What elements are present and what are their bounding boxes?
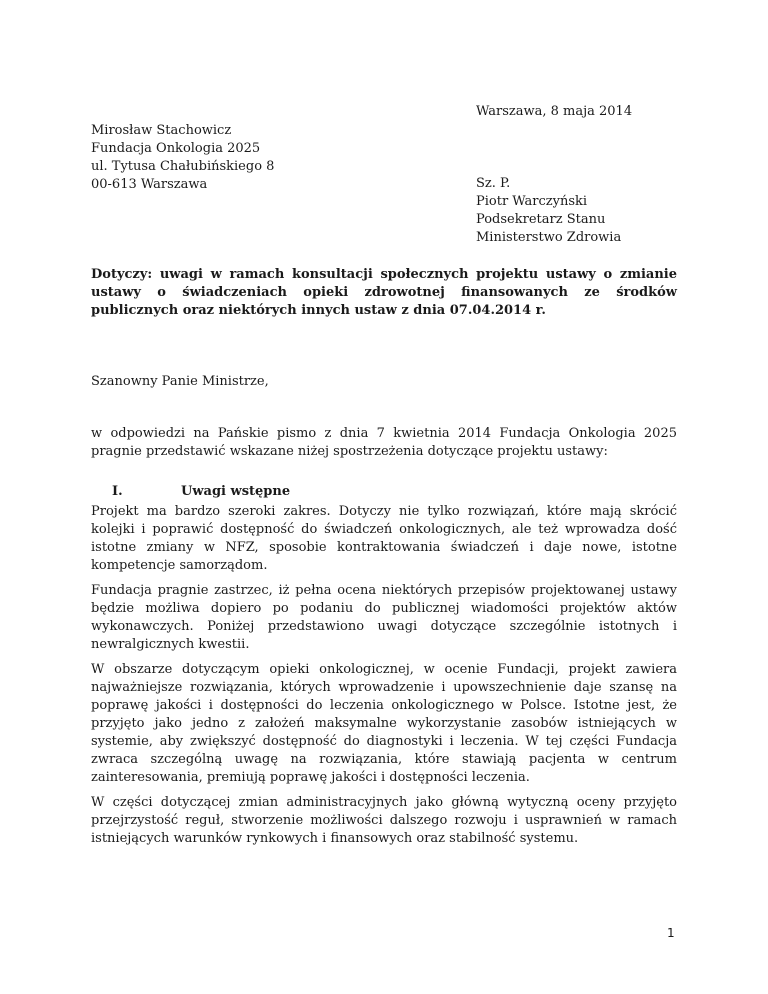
recipient-block	[476, 175, 621, 247]
intro-paragraph: w odpowiedzi na Pańskie pismo z dnia 7 kwietnia 2014 Fundacja Onkologia 2025 pragnie przedstawić wskazane niżej spostrzeżenia dotyczące projektu ustawy:	[91, 426, 677, 459]
letter-date: Warszawa, 8 maja 2014	[476, 104, 633, 119]
section-heading	[91, 484, 290, 499]
sender-organization: Fundacja Onkologia 2025	[91, 141, 261, 156]
paragraph: Fundacja pragnie zastrzec, iż pełna ocena niektórych przepisów projektowanej ustawy będzie możliwa dopiero po podaniu do publicznej wiadomości projektów aktów wykonawczych. Poniżej przedstawiono uwagi dotyczące szczególnie istotnych i newralgicznych kwestii.	[91, 583, 677, 652]
sender-name: Mirosław Stachowicz	[91, 123, 232, 138]
letter-subject: Dotyczy: uwagi w ramach konsultacji społecznych projektu ustawy o zmianie ustawy o świadczeniach opieki zdrowotnej finansowanych ze środków publicznych oraz niektórych innych ustaw z dnia 07.04.2014 r.	[91, 267, 677, 318]
greeting: Szanowny Panie Ministrze,	[91, 374, 269, 389]
recipient-title: Podsekretarz Stanu	[476, 212, 606, 227]
section-body	[91, 503, 677, 855]
sender-city: 00-613 Warszawa	[91, 177, 208, 192]
recipient-name: Piotr Warczyński	[476, 194, 588, 209]
recipient-salutation: Sz. P.	[476, 176, 511, 191]
paragraph: W obszarze dotyczącym opieki onkologicznej, w ocenie Fundacji, projekt zawiera najważniejsze rozwiązania, których wprowadzenie i upowszechnienie daje szansę na poprawę jakości i dostępności do leczenia onkologicznego w Polsce. Istotne jest, że przyjęto jako jedno z założeń maksymalne wykorzystanie zasobów istniejących w systemie, aby zwiększyć dostępność do diagnostyki i leczenia. W tej części Fundacja zwraca szczególną uwagę na rozwiązania, które stawiają pacjenta w centrum zainteresowania, premiują poprawę jakości i dostępności leczenia.	[91, 662, 677, 785]
page-number: 1	[667, 926, 675, 940]
paragraph: Projekt ma bardzo szeroki zakres. Dotyczy nie tylko rozwiązań, które mają skrócić kolejki i poprawić dostępność do świadczeń onkologicznych, ale też wprowadza dość istotne zmiany w NFZ, sposobie kontraktowania świadczeń i daje nowe, istotne kompetencje samorządom.	[91, 504, 677, 573]
recipient-ministry: Ministerstwo Zdrowia	[476, 230, 622, 245]
paragraph: W części dotyczącej zmian administracyjnych jako główną wytyczną oceny przyjęto przejrzystość reguł, stworzenie możliwości dalszego rozwoju i usprawnień w ramach istniejących warunków rynkowych i finansowych oraz stabilność systemu.	[91, 795, 677, 846]
section-number: I.	[112, 484, 123, 499]
sender-street: ul. Tytusa Chałubińskiego 8	[91, 159, 275, 174]
section-title: Uwagi wstępne	[181, 484, 291, 499]
sender-block	[91, 122, 274, 194]
